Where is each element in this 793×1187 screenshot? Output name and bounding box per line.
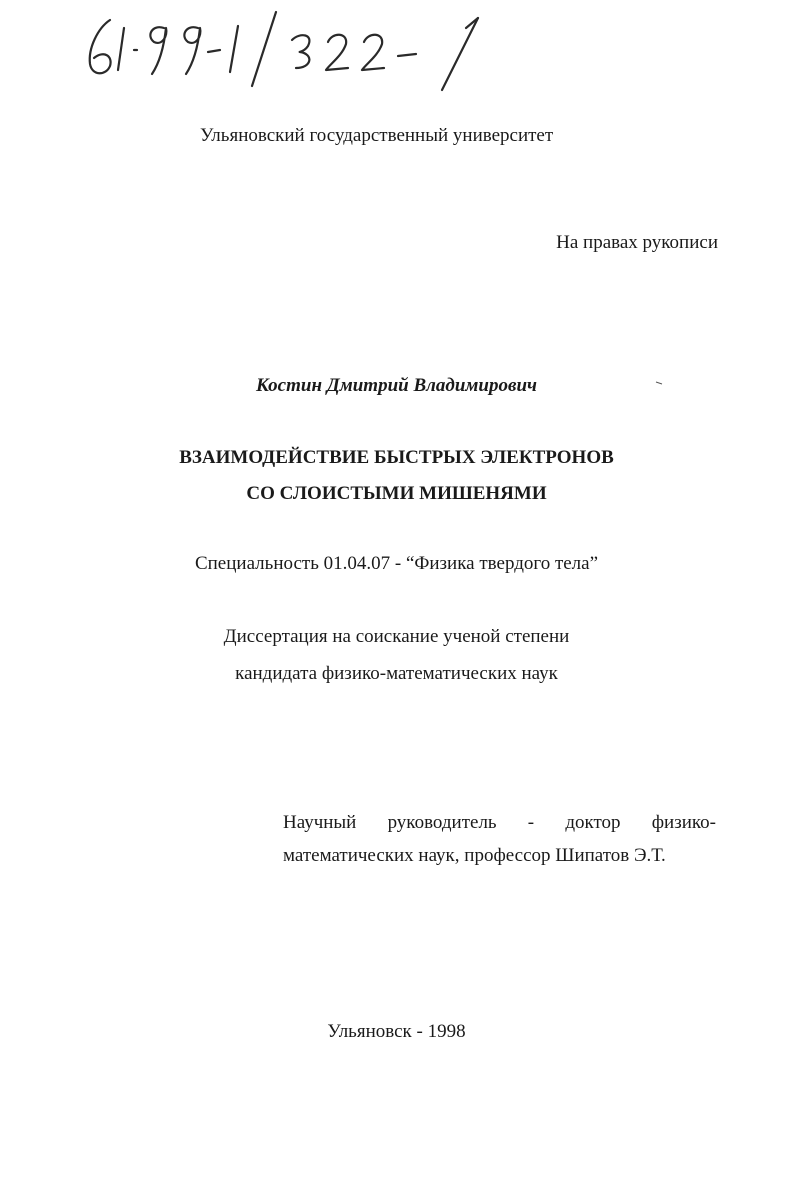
scan-speck xyxy=(655,381,663,385)
manuscript-note: На правах рукописи xyxy=(556,232,718,253)
supervisor-word: физико- xyxy=(651,812,716,833)
thesis-title-line-2: СО СЛОИСТЫМИ МИШЕНЯМИ xyxy=(246,483,547,504)
thesis-title-line-1: ВЗАИМОДЕЙСТВИЕ БЫСТРЫХ ЭЛЕКТРОНОВ xyxy=(179,447,614,468)
university-name: Ульяновский государственный университет xyxy=(200,125,554,146)
supervisor-block xyxy=(283,806,716,872)
supervisor-word: - xyxy=(527,812,535,833)
specialty: Специальность 01.04.07 - “Физика твердого тела” xyxy=(194,553,599,574)
supervisor-word: руководитель xyxy=(387,812,497,833)
city-year: Ульяновск - 1998 xyxy=(327,1021,466,1042)
author-name: Костин Дмитрий Владимирович xyxy=(256,375,537,396)
supervisor-line-1 xyxy=(283,806,716,839)
supervisor-word: Научный xyxy=(283,812,357,833)
supervisor-line-2: математических наук, профессор Шипатов Э.Т. xyxy=(283,845,666,866)
degree-line-1: Диссертация на соискание ученой степени xyxy=(223,626,570,647)
handwritten-archive-number xyxy=(80,6,520,94)
degree-line-2: кандидата физико-математических наук xyxy=(235,663,558,684)
supervisor-word: доктор xyxy=(565,812,621,833)
